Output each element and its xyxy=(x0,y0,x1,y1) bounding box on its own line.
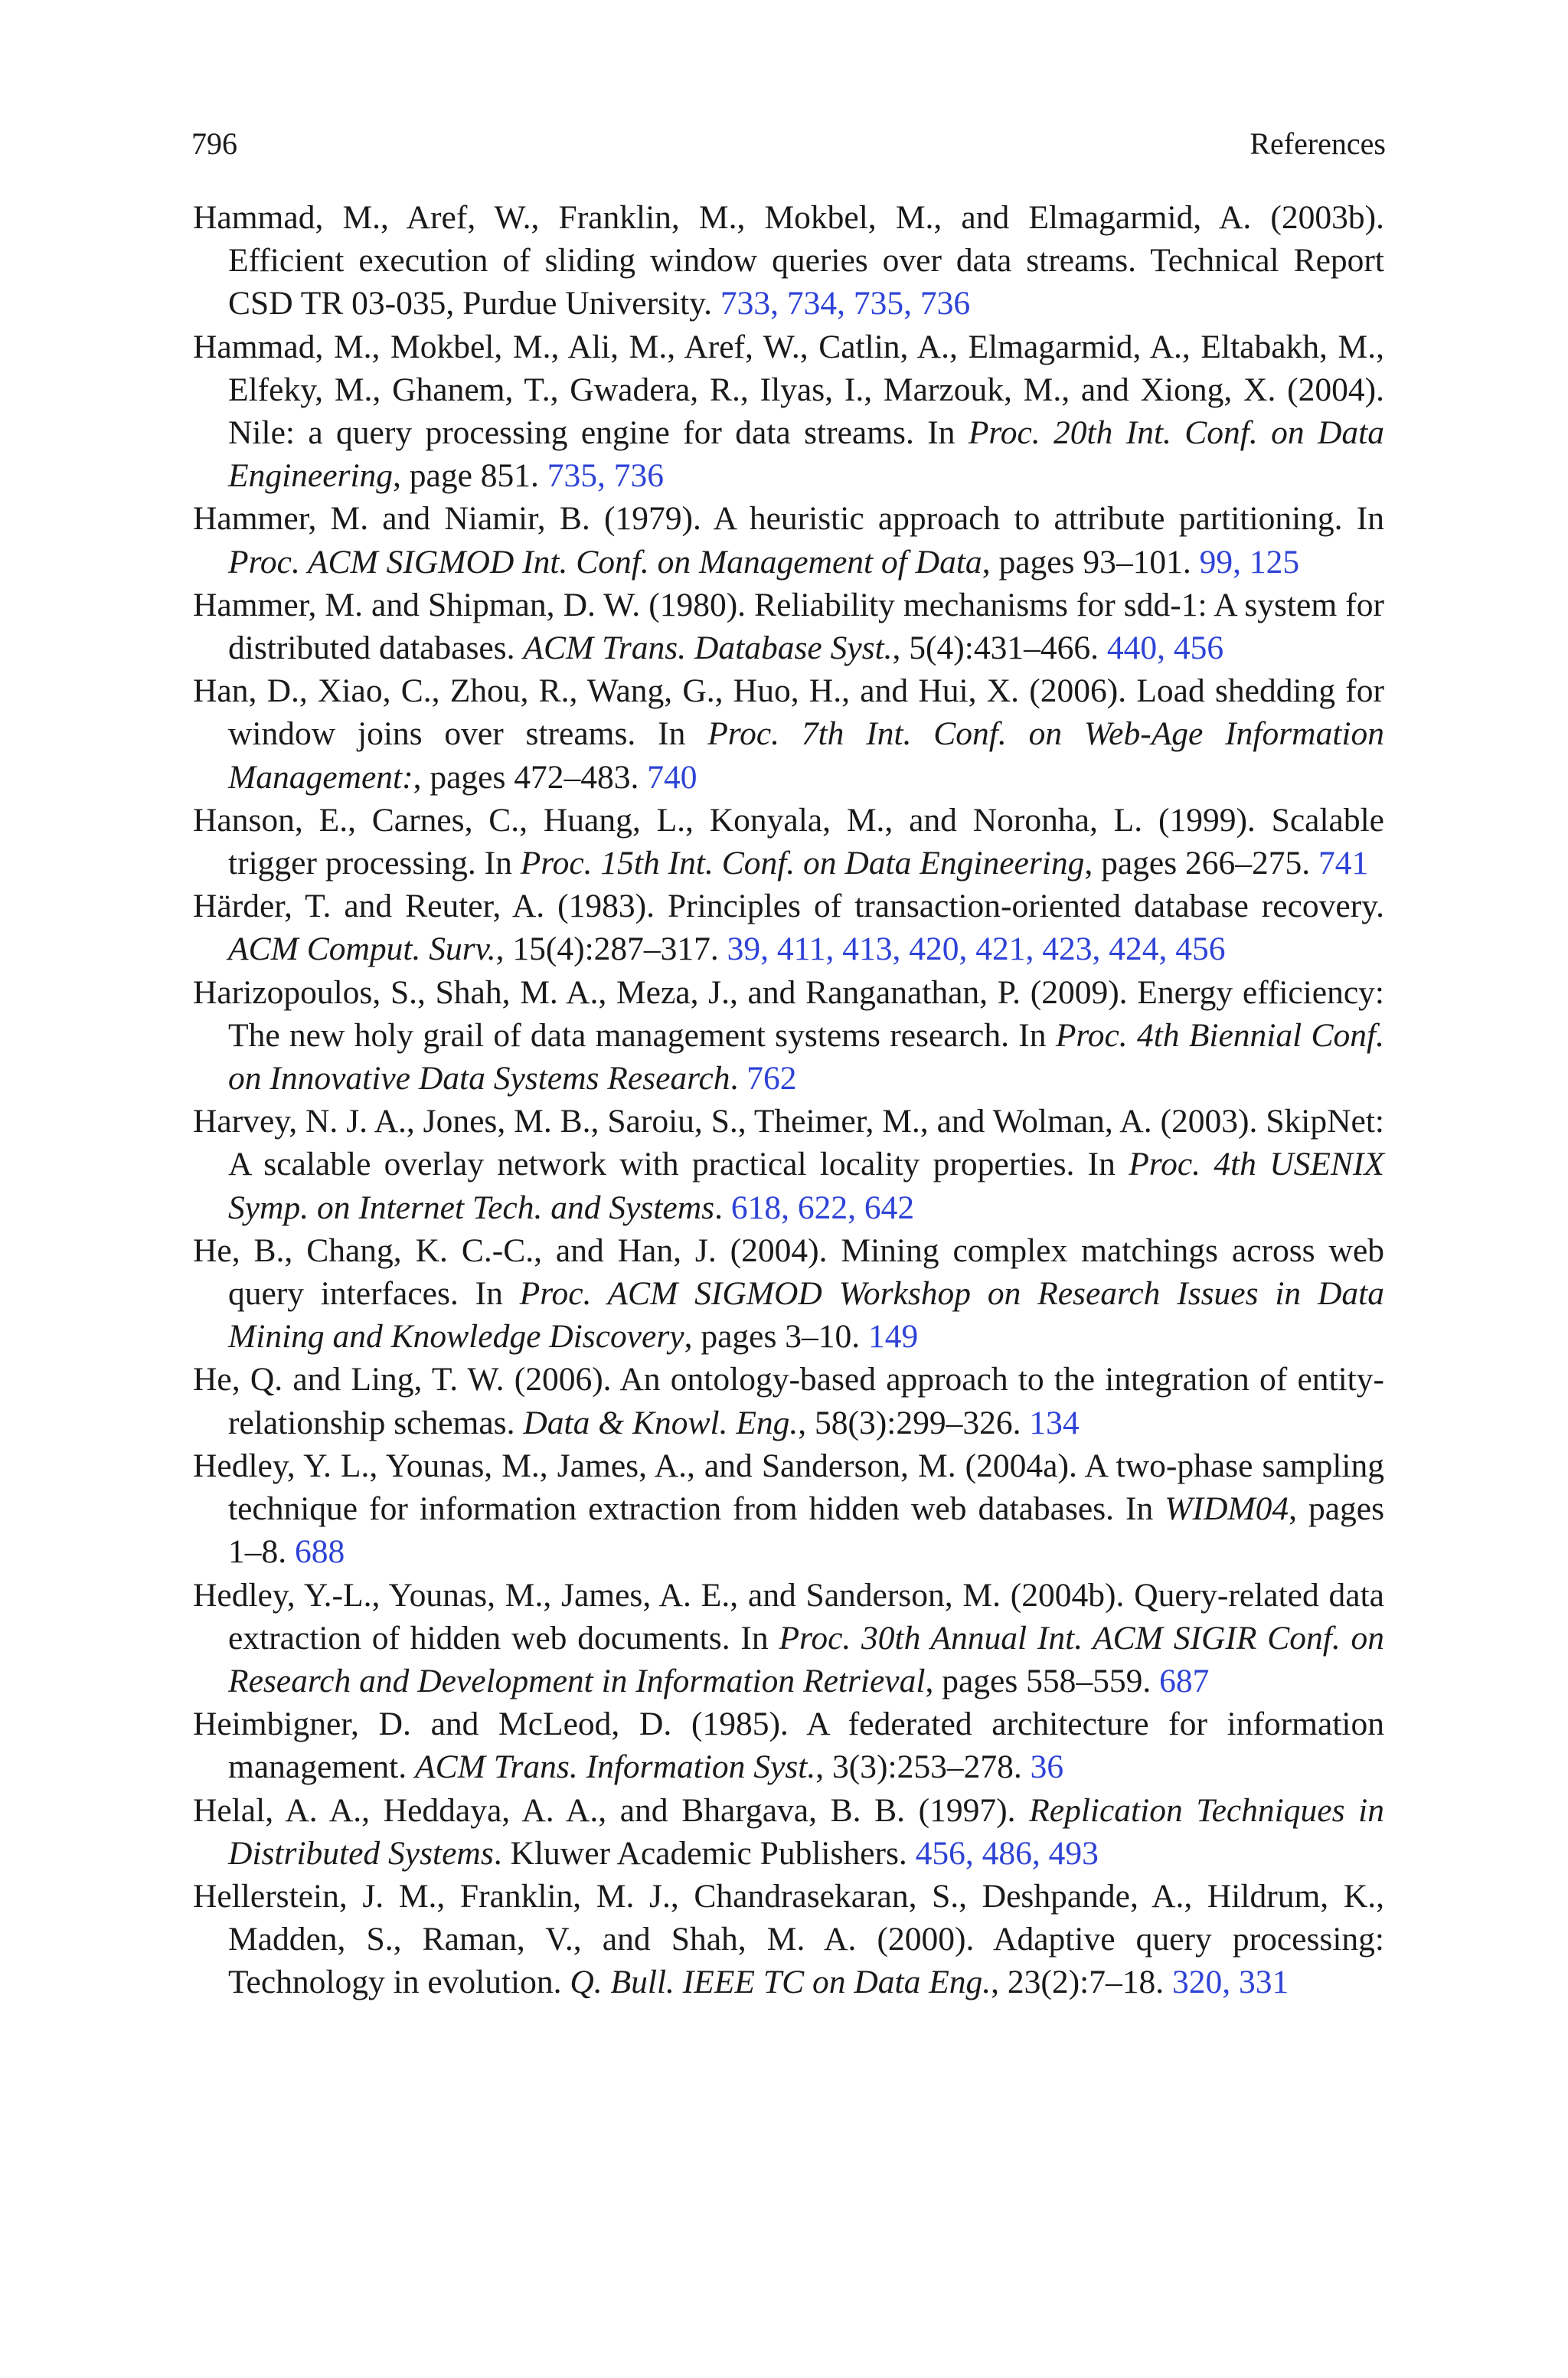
reference-text: Hammer, M. and Shipman, D. W. (1980). Reliability mechanisms for sdd-1: A system for distributed databases. xyxy=(193,586,1384,667)
reference-venue: Q. Bull. IEEE TC on Data Eng. xyxy=(570,1964,991,2001)
section-title: References xyxy=(1250,126,1386,161)
page-back-links[interactable]: 456, 486, 493 xyxy=(915,1834,1099,1872)
reference-venue: Proc. 30th Annual Int. ACM SIGIR Conf. on Research and Development in Information Retrieval xyxy=(228,1619,1385,1699)
reference-details: , pages 472–483. xyxy=(413,758,639,796)
reference-text: Heimbigner, D. and McLeod, D. (1985). A federated architecture for information management. xyxy=(193,1706,1384,1786)
reference-details: . xyxy=(714,1189,723,1226)
reference-details: , 3(3):253–278. xyxy=(815,1748,1022,1786)
reference-venue: Proc. 4th USENIX Symp. on Internet Tech. and Systems xyxy=(228,1146,1385,1226)
reference-venue: ACM Comput. Surv. xyxy=(228,931,496,968)
reference-details: . Kluwer Academic Publishers. xyxy=(493,1834,907,1872)
reference-entry xyxy=(193,196,1384,325)
reference-venue: Proc. 15th Int. Conf. on Data Engineering xyxy=(520,845,1085,882)
reference-details: , pages 93–101. xyxy=(982,543,1191,581)
reference-entry xyxy=(193,1358,1384,1444)
reference-entry xyxy=(193,1444,1384,1574)
reference-text: Han, D., Xiao, C., Zhou, R., Wang, G., Huo, H., and Hui, X. (2006). Load shedding for window joins over streams. In xyxy=(193,672,1384,753)
reference-text: Hellerstein, J. M., Franklin, M. J., Chandrasekaran, S., Deshpande, A., Hildrum, K., Madden, S., Raman, V., and Shah, M. A. (2000). Adaptive query processing: Technology in evolution. xyxy=(193,1877,1384,2001)
reference-text: Hammad, M., Mokbel, M., Ali, M., Aref, W., Catlin, A., Elmagarmid, A., Eltabakh, M., Elfeky, M., Ghanem, T., Gwadera, R., Ilyas, I., Marzouk, M., and Xiong, X. (2004). Nile: a query processing engine for data streams. In xyxy=(193,328,1384,452)
reference-details: . xyxy=(730,1060,739,1097)
reference-details: , pages 3–10. xyxy=(684,1318,861,1356)
reference-entry xyxy=(193,1100,1384,1229)
reference-entry xyxy=(193,497,1384,583)
page-back-links[interactable]: 320, 331 xyxy=(1171,1964,1289,2001)
reference-text: Hammer, M. and Niamir, B. (1979). A heuristic approach to attribute partitioning. In xyxy=(193,500,1384,538)
reference-details: , pages 266–275. xyxy=(1084,845,1311,882)
reference-details: , 58(3):299–326. xyxy=(798,1404,1021,1441)
reference-venue: Proc. 20th Int. Conf. on Data Engineering xyxy=(228,414,1385,495)
reference-text: He, Q. and Ling, T. W. (2006). An ontology-based approach to the integration of entity-relationship schemas. xyxy=(193,1361,1384,1441)
reference-venue: ACM Trans. Database Syst. xyxy=(523,630,893,667)
page-back-links[interactable]: 741 xyxy=(1318,845,1369,882)
reference-text: Harvey, N. J. A., Jones, M. B., Saroiu, S., Theimer, M., and Wolman, A. (2003). SkipNet: A scalable overlay network with practical locality properties. In xyxy=(193,1103,1384,1183)
reference-text: Hanson, E., Carnes, C., Huang, L., Konyala, M., and Noronha, L. (1999). Scalable trigger processing. In xyxy=(193,801,1384,882)
page-back-links[interactable]: 688 xyxy=(295,1533,345,1571)
reference-entry xyxy=(193,325,1384,498)
page-back-links[interactable]: 735, 736 xyxy=(547,457,665,495)
reference-entry xyxy=(193,885,1384,970)
reference-venue: Proc. ACM SIGMOD Workshop on Research Issues in Data Mining and Knowledge Discovery xyxy=(228,1275,1384,1356)
reference-entry xyxy=(193,799,1384,885)
reference-text: Harizopoulos, S., Shah, M. A., Meza, J., and Ranganathan, P. (2009). Energy efficiency: The new holy grail of data management systems research. In xyxy=(193,973,1384,1054)
page-back-links[interactable]: 134 xyxy=(1029,1404,1080,1441)
reference-entry xyxy=(193,1229,1384,1359)
page-back-links[interactable]: 740 xyxy=(647,758,697,796)
page-back-links[interactable]: 733, 734, 735, 736 xyxy=(720,285,971,322)
page-number: 796 xyxy=(191,126,237,161)
reference-text: He, B., Chang, K. C.-C., and Han, J. (2004). Mining complex matchings across web query interfaces. In xyxy=(193,1232,1384,1313)
reference-entry xyxy=(193,1703,1384,1788)
page-back-links[interactable]: 440, 456 xyxy=(1106,630,1224,667)
reference-text: Hedley, Y. L., Younas, M., James, A., and Sanderson, M. (2004a). A two-phase sampling technique for information extraction from hidden web databases. In xyxy=(193,1447,1384,1528)
reference-details: , pages 1–8. xyxy=(228,1490,1385,1571)
page-back-links[interactable]: 762 xyxy=(746,1060,797,1097)
reference-entry xyxy=(193,1789,1384,1875)
page-back-links[interactable]: 149 xyxy=(868,1318,919,1356)
reference-text: Hedley, Y.-L., Younas, M., James, A. E., and Sanderson, M. (2004b). Query-related data extraction of hidden web documents. In xyxy=(193,1576,1384,1657)
reference-venue: Replication Techniques in Distributed Systems xyxy=(228,1791,1384,1872)
reference-venue: ACM Trans. Information Syst. xyxy=(415,1748,816,1786)
reference-entry xyxy=(193,1574,1384,1703)
reference-entry xyxy=(193,669,1384,799)
reference-venue: Proc. 4th Biennial Conf. on Innovative Data Systems Research xyxy=(228,1016,1385,1097)
reference-text: Hammad, M., Aref, W., Franklin, M., Mokbel, M., and Elmagarmid, A. (2003b). Efficient execution of sliding window queries over data streams. Technical Report CSD TR 03-035, Purdue University. xyxy=(193,199,1384,322)
reference-venue: Proc. 7th Int. Conf. on Web-Age Information Management: xyxy=(228,715,1384,796)
reference-entry xyxy=(193,971,1384,1101)
reference-details: , 5(4):431–466. xyxy=(892,630,1099,667)
reference-venue: Proc. ACM SIGMOD Int. Conf. on Management of Data xyxy=(228,543,982,581)
page-back-links[interactable]: 618, 622, 642 xyxy=(730,1189,915,1226)
reference-text: Helal, A. A., Heddaya, A. A., and Bhargava, B. B. (1997). xyxy=(193,1791,1016,1829)
reference-list xyxy=(193,196,1384,2004)
reference-entry xyxy=(193,1875,1384,2004)
reference-details: , page 851. xyxy=(393,457,539,495)
reference-text: Härder, T. and Reuter, A. (1983). Principles of transaction-oriented database recovery. xyxy=(193,888,1384,925)
page-back-links[interactable]: 99, 125 xyxy=(1199,543,1300,581)
page-back-links[interactable]: 687 xyxy=(1159,1662,1210,1699)
page-back-links[interactable]: 39, 411, 413, 420, 421, 423, 424, 456 xyxy=(727,931,1226,968)
reference-details: , 23(2):7–18. xyxy=(991,1964,1165,2001)
reference-venue: WIDM04 xyxy=(1165,1490,1289,1528)
reference-details: , pages 558–559. xyxy=(925,1662,1152,1699)
page-back-links[interactable]: 36 xyxy=(1030,1748,1064,1786)
reference-venue: Data & Knowl. Eng. xyxy=(523,1404,799,1441)
reference-details: , 15(4):287–317. xyxy=(495,931,719,968)
reference-entry xyxy=(193,584,1384,669)
